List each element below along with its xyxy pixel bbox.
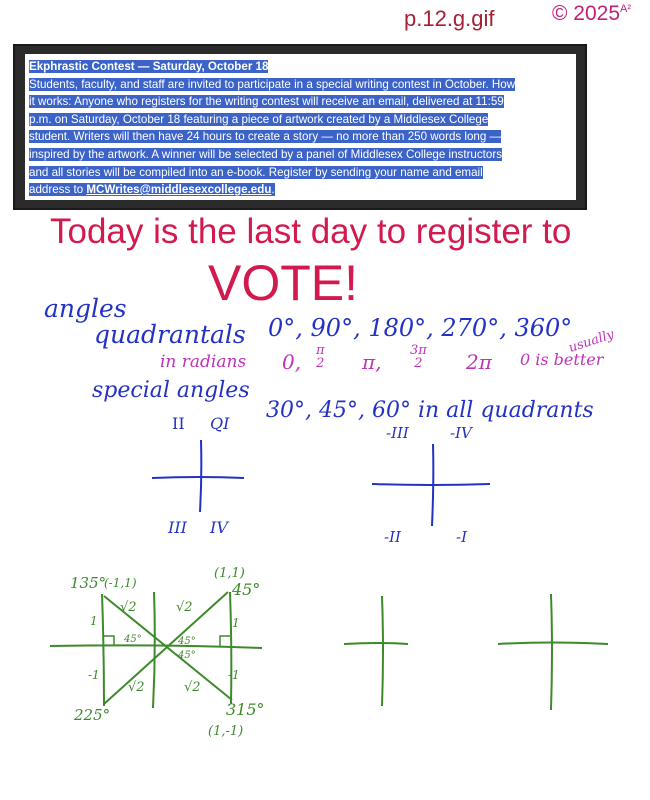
notice-address-prefix: address to — [29, 183, 87, 197]
notice-line: student. Writers will then have 24 hours to create a story — no more than 250 words long — — [29, 130, 502, 144]
one-label: 1 — [90, 614, 98, 628]
left-axes-horizontal — [152, 477, 244, 478]
radian-pi-over-2-den: 2 — [316, 356, 325, 371]
radian-3pi-over-2-num: 3π — [410, 343, 427, 358]
image-filename: p.12.g.gif — [404, 6, 495, 31]
notice-line: and all stories will be compiled into an e-book. Register by sending your name and email — [29, 165, 483, 179]
neg-one-label: -1 — [228, 668, 240, 682]
label-negative-quadrant-3: -III — [386, 424, 409, 442]
note-quadrantal-values: 0°, 90°, 180°, 270°, 360° — [268, 314, 573, 342]
neg-one-label: -1 — [88, 668, 100, 682]
angle-135-label: 135° — [70, 574, 107, 592]
green-axes-2-vertical — [382, 596, 383, 706]
unit-axes-vertical — [153, 592, 155, 708]
label-quadrant-2: II — [172, 414, 185, 433]
note-usually: usually — [566, 327, 616, 356]
note-special-values: 30°, 45°, 60° in all quadrants — [266, 398, 594, 423]
contest-email-link[interactable]: MCWrites@middlesexcollege.edu — [86, 183, 272, 197]
register-reminder: Today is the last day to register to — [50, 212, 572, 251]
note-quadrantals: quadrantals — [94, 320, 246, 349]
angle-225-label: 225° — [74, 706, 111, 724]
label-quadrant-1: QI — [210, 414, 230, 433]
radian-zero: 0, — [282, 350, 302, 374]
sqrt2-label: √2 — [120, 600, 137, 615]
notice-line: Students, faculty, and staff are invited to participate in a special writing contest in October. How — [29, 77, 516, 91]
point-45-label: (1,1) — [214, 566, 245, 581]
radian-2pi: 2π — [466, 350, 492, 374]
note-special-angles: special angles — [92, 378, 250, 403]
notice-line: it works: Anyone who registers for the writing contest will receive an email, delivered at 11:59 — [29, 95, 504, 109]
deg45-label: 45° — [178, 650, 196, 661]
deg45-label: 45° — [178, 636, 196, 647]
angle-45-label: 45° — [232, 580, 261, 599]
sqrt2-label: √2 — [128, 680, 145, 695]
note-in-radians: in radians — [160, 352, 247, 372]
copyright-mark: A² — [620, 3, 632, 15]
green-axes-2-horizontal — [344, 643, 408, 644]
sqrt2-label: √2 — [176, 600, 193, 615]
diagonal-135-315 — [104, 596, 232, 700]
label-negative-quadrant-2: -II — [384, 528, 401, 546]
unit-axes-horizontal — [50, 645, 262, 648]
green-axes-3-horizontal — [498, 643, 608, 645]
notice-period: . — [271, 183, 275, 197]
vote-heading: VOTE! — [208, 255, 359, 311]
notice-title: Ekphrastic Contest — Saturday, October 18 — [29, 60, 269, 73]
green-axes-3-vertical — [551, 594, 552, 710]
diagonal-45-225 — [104, 592, 228, 704]
notice-line: p.m. on Saturday, October 18 featuring a piece of artwork created by a Middlesex College — [29, 112, 489, 126]
one-label: 1 — [232, 616, 240, 630]
sqrt2-label: √2 — [184, 680, 201, 695]
note-zero-is-better: 0 is better — [520, 350, 604, 369]
drop-line-right — [230, 592, 231, 704]
right-axes-horizontal — [372, 484, 490, 485]
label-quadrant-4: IV — [210, 518, 228, 537]
copyright-text: © 2025 — [552, 2, 621, 25]
angle-315-label: 315° — [226, 700, 265, 719]
radian-3pi-over-2-den: 2 — [414, 356, 423, 371]
deg45-label: 45° — [124, 634, 142, 645]
left-axes-vertical — [200, 440, 201, 512]
radian-pi-over-2-num: π — [316, 343, 325, 358]
point-315-label: (1,-1) — [208, 724, 244, 739]
point-135-label: (-1,1) — [104, 576, 137, 590]
label-negative-quadrant-1: -I — [456, 528, 467, 546]
label-negative-quadrant-4: -IV — [450, 424, 472, 442]
drop-line-left — [102, 594, 104, 706]
radian-pi: π, — [362, 350, 382, 374]
label-quadrant-3: III — [168, 518, 187, 537]
notice-line: inspired by the artwork. A winner will be selected by a panel of Middlesex College instructors — [29, 147, 503, 161]
note-angles: angles — [44, 294, 127, 323]
right-angle-mark-right — [220, 636, 230, 646]
